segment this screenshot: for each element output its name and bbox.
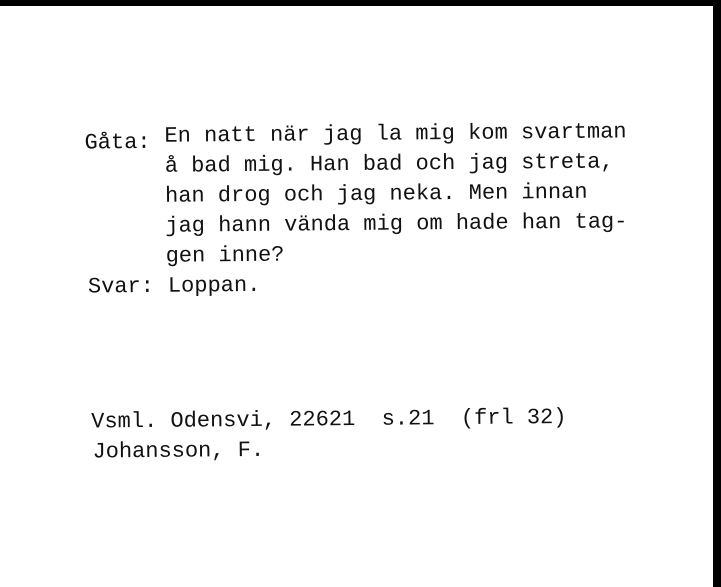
question-line: han drog och jag neka. Men innan (164, 179, 588, 209)
question-line: å bad mig. Han bad och jag streta, (164, 149, 614, 179)
question-line: gen inne? (165, 242, 285, 269)
question-line: jag hann vända mig om hade han tag- (165, 209, 628, 239)
informant-name: Johansson, F. (92, 437, 265, 465)
answer-label: Svar: (87, 273, 155, 300)
question-label: Gåta: (84, 129, 151, 156)
source-reference: Vsml. Odensvi, 22621 s.21 (frl 32) (91, 404, 567, 435)
question-line: En natt när jag la mig kom svartman (164, 119, 627, 149)
answer-text: Loppan. (167, 272, 261, 299)
